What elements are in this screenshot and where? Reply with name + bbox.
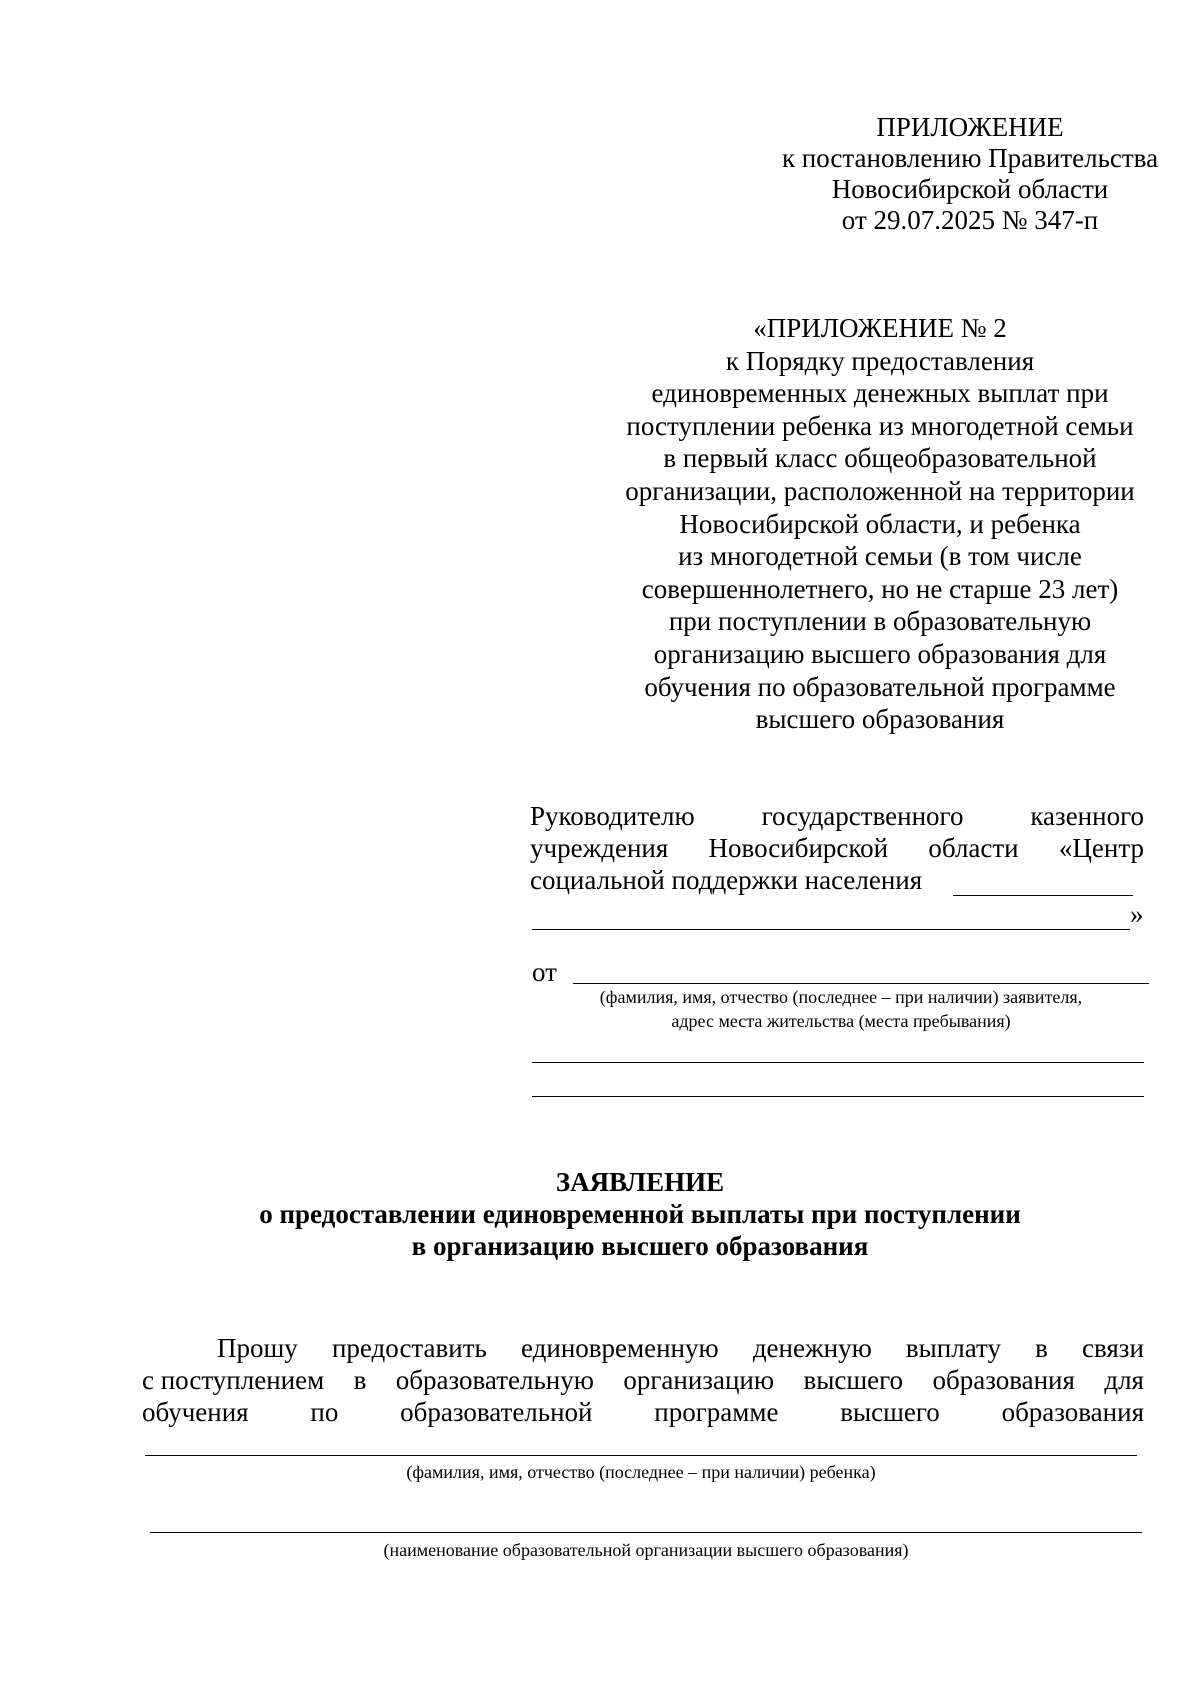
addressee-line-3: социальной поддержки населения <box>530 865 923 895</box>
body-word: обучения <box>142 1397 249 1427</box>
from-label: от <box>532 957 557 987</box>
center-name-blank-line <box>953 895 1133 896</box>
body-word: в <box>1035 1333 1048 1363</box>
address-blank-line-1 <box>532 1062 1144 1063</box>
body-line-3 <box>142 1396 1144 1428</box>
addressee-word: Руководителю <box>530 801 695 831</box>
body-word: по <box>310 1397 339 1427</box>
body-word: высшего <box>840 1397 940 1427</box>
body-word: предоставить <box>331 1333 487 1363</box>
address-blank-line-2 <box>532 1096 1144 1097</box>
body-word: с поступлением <box>142 1365 325 1395</box>
addressee-word: области <box>928 833 1019 863</box>
appendix-2-line: организацию высшего образования для <box>653 638 1107 669</box>
appendix-2-line: совершеннолетнего, но не старше 23 лет) <box>641 573 1119 604</box>
closing-quote: » <box>1130 899 1144 929</box>
appendix-date-number: от 29.07.2025 № 347-п <box>841 205 1099 235</box>
appendix-ref-line: к постановлению Правительства <box>781 143 1159 173</box>
body-word: Прошу <box>217 1333 298 1363</box>
appendix-2-line: из многодетной семьи (в том числе <box>678 541 1082 572</box>
addressee-line-2 <box>530 832 1144 864</box>
appendix-2-line: единовременных денежных выплат при <box>651 378 1109 409</box>
appendix-2-line: обучения по образовательной программе <box>644 671 1116 702</box>
body-word: организацию <box>623 1365 775 1395</box>
appendix-2-line: организации, расположенной на территории <box>625 475 1135 506</box>
body-word: образования <box>932 1365 1075 1395</box>
child-name-blank-line <box>145 1455 1137 1456</box>
addressee-word: государственного <box>761 801 964 831</box>
addressee-word: казенного <box>1030 801 1144 831</box>
body-word: для <box>1104 1365 1144 1395</box>
body-word: образовательную <box>395 1365 594 1395</box>
center-name-blank-line-2 <box>532 929 1130 930</box>
appendix-header <box>730 112 1200 236</box>
body-word: программе <box>654 1397 779 1427</box>
appendix-2-block <box>600 312 1160 736</box>
appendix-2-line: поступлении ребенка из многодетной семьи <box>626 410 1134 441</box>
body-word: образовательной <box>400 1397 593 1427</box>
applicant-hint <box>532 985 1150 1033</box>
organization-blank-line <box>150 1532 1142 1533</box>
statement-title-block <box>160 1166 1120 1262</box>
appendix-2-line: при поступлении в образовательную <box>668 606 1092 637</box>
appendix-region-line: Новосибирской области <box>831 174 1109 204</box>
addressee-block <box>530 800 1144 896</box>
statement-subtitle-1: о предоставлении единовременной выплаты при поступлении <box>259 1199 1021 1229</box>
statement-subtitle-2: в организацию высшего образования <box>411 1231 869 1261</box>
body-line-2 <box>142 1364 1144 1396</box>
child-name-hint: (фамилия, имя, отчество (последнее – при наличии) ребенка) <box>406 1462 876 1482</box>
appendix-title: ПРИЛОЖЕНИЕ <box>876 112 1064 142</box>
addressee-word: учреждения <box>530 833 669 863</box>
appendix-2-line: «ПРИЛОЖЕНИЕ № 2 <box>753 313 1007 343</box>
organization-hint: (наименование образовательной организации высшего образования) <box>383 1540 909 1560</box>
addressee-line-1 <box>530 800 1144 832</box>
addressee-word: «Центр <box>1058 833 1144 863</box>
appendix-2-line: в первый класс общеобразовательной <box>663 443 1097 474</box>
appendix-2-line: к Порядку предоставления <box>725 345 1035 376</box>
body-word: образования <box>1001 1397 1144 1427</box>
body-word: выплату <box>905 1333 1001 1363</box>
applicant-blank-line <box>573 983 1149 984</box>
applicant-hint-line-2: адрес места жительства (места пребывания) <box>671 1011 1011 1031</box>
body-word: денежную <box>752 1333 872 1363</box>
body-line-1 <box>142 1332 1144 1364</box>
appendix-2-line: Новосибирской области, и ребенка <box>679 508 1081 539</box>
body-word: высшего <box>803 1365 904 1395</box>
body-word: связи <box>1082 1333 1144 1363</box>
appendix-2-line: высшего образования <box>755 704 1005 735</box>
body-word: единовременную <box>521 1333 719 1363</box>
statement-title: ЗАЯВЛЕНИЕ <box>555 1167 725 1197</box>
body-word: в <box>353 1365 367 1395</box>
applicant-hint-line-1: (фамилия, имя, отчество (последнее – при наличии) заявителя, <box>599 987 1083 1007</box>
statement-body <box>142 1332 1144 1428</box>
addressee-word: Новосибирской <box>708 833 889 863</box>
